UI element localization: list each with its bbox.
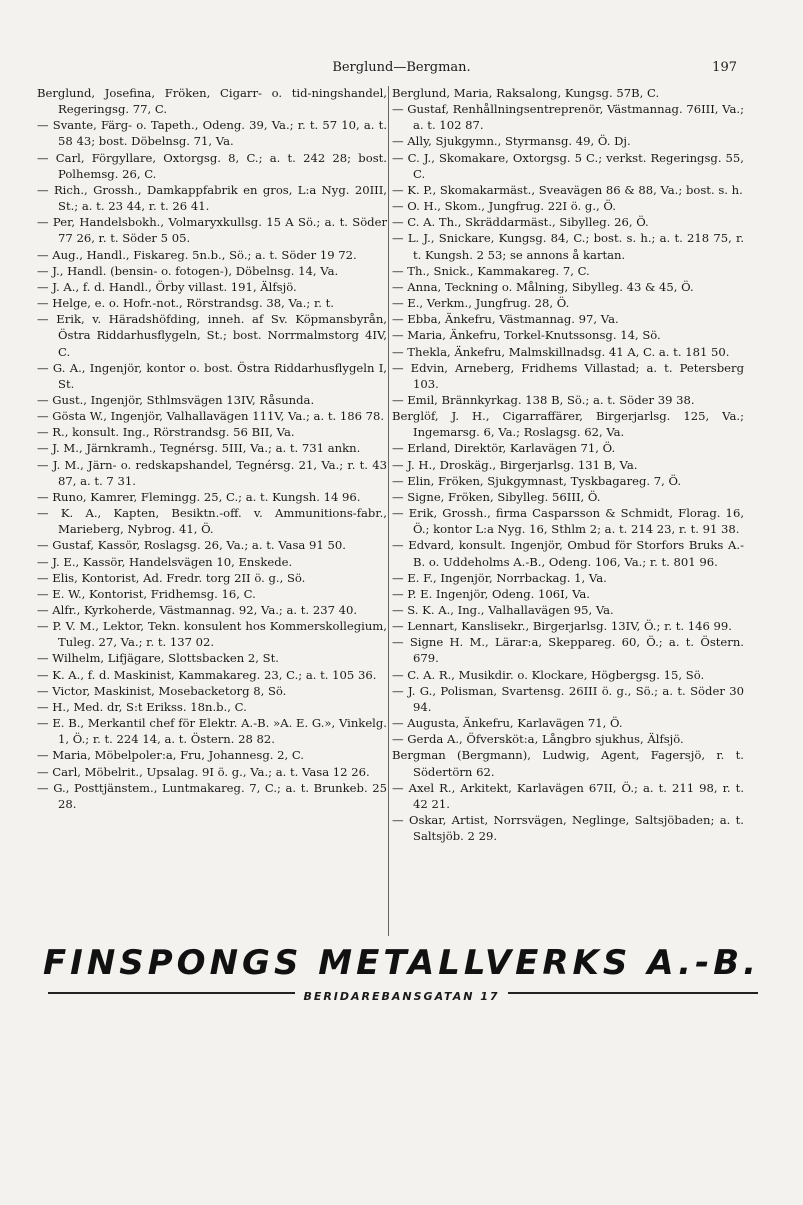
directory-entry: — Gerda A., Öfversköt:a, Långbro sjukhus, Älfsjö. bbox=[392, 732, 684, 747]
directory-entry: — J., Handl. (bensin- o. fotogen-), Döbelnsg. 14, Va. bbox=[37, 263, 339, 278]
directory-entry: — H., Med. dr, S:t Erikss. 18n.b., C. bbox=[37, 699, 247, 714]
directory-entry: — K. P., Skomakarmäst., Sveavägen 86 & 88, Va.; bost. s. h. bbox=[392, 182, 743, 197]
directory-entry: — G., Posttjänstem., Luntmakareg. 7, C.; a. t. Brunkeb. 25 28. bbox=[37, 780, 387, 811]
directory-entry: — G. A., Ingenjör, kontor o. bost. Östra Riddarhusflygeln I, St. bbox=[37, 360, 387, 391]
directory-entry: — Anna, Teckning o. Målning, Sibylleg. 43 & 45, Ö. bbox=[392, 279, 694, 294]
directory-entry: — R., konsult. Ing., Rörstrandsg. 56 BII, Va. bbox=[37, 425, 295, 440]
directory-entry: — K. A., f. d. Maskinist, Kammakareg. 23, C.; a. t. 105 36. bbox=[37, 667, 377, 682]
directory-entry: — Signe H. M., Lärar:a, Skeppareg. 60, Ö.; a. t. Östern. 679. bbox=[392, 635, 744, 666]
directory-entry: — C. A. Th., Skräddarmäst., Sibylleg. 26, Ö. bbox=[392, 215, 649, 230]
directory-entry: — E. F., Ingenjör, Norrbackag. 1, Va. bbox=[392, 570, 607, 585]
directory-entry: — Gustaf, Kassör, Roslagsg. 26, Va.; a. t. Vasa 91 50. bbox=[37, 538, 346, 553]
directory-entry: — J. H., Droskäg., Birgerjarlsg. 131 B, Va. bbox=[392, 457, 638, 472]
directory-entry: — Erland, Direktör, Karlavägen 71, Ö. bbox=[392, 441, 616, 456]
directory-entry: Bergman (Bergmann), Ludwig, Agent, Fagersjö, r. t. Södertörn 62. bbox=[392, 748, 744, 779]
directory-entry: — Emil, Brännkyrkag. 138 B, Sö.; a. t. Söder 39 38. bbox=[392, 392, 695, 407]
directory-entry: — P. E. Ingenjör, Odeng. 106I, Va. bbox=[392, 586, 590, 601]
right-column bbox=[392, 85, 744, 844]
directory-entry: — Ally, Sjukgymn., Styrmansg. 49, Ö. Dj. bbox=[392, 134, 631, 149]
directory-entry: — Ebba, Änkefru, Västmannag. 97, Va. bbox=[392, 312, 619, 327]
directory-entry: — Edvin, Arneberg, Fridhems Villastad; a. t. Petersberg 103. bbox=[392, 360, 744, 391]
directory-entry: — J. M., Järnkramh., Tegnérsg. 5III, Va.; a. t. 731 ankn. bbox=[37, 441, 361, 456]
directory-entry: — Carl, Möbelrit., Upsalag. 9I ö. g., Va.; a. t. Vasa 12 26. bbox=[37, 764, 370, 779]
column-divider bbox=[388, 86, 389, 936]
directory-entry: — Carl, Förgyllare, Oxtorgsg. 8, C.; a. t. 242 28; bost. Polhemsg. 26, C. bbox=[37, 150, 387, 181]
directory-entry: — J. G., Polisman, Svartensg. 26III ö. g., Sö.; a. t. Söder 30 94. bbox=[392, 683, 744, 714]
running-title: Berglund—Bergman. bbox=[332, 60, 471, 75]
page-header bbox=[0, 60, 803, 82]
directory-entry: — Maria, Änkefru, Torkel-Knutssonsg. 14, Sö. bbox=[392, 328, 661, 343]
directory-entry: — Axel R., Arkitekt, Karlavägen 67II, Ö.; a. t. 211 98, r. t. 42 21. bbox=[392, 780, 744, 811]
directory-entry: — P. V. M., Lektor, Tekn. konsulent hos Kommerskollegium, Tuleg. 27, Va.; r. t. 137 02. bbox=[37, 619, 387, 650]
directory-entry: — Aug., Handl., Fiskareg. 5n.b., Sö.; a. t. Söder 19 72. bbox=[37, 247, 357, 262]
directory-entry: — J. E., Kassör, Handelsvägen 10, Enskede. bbox=[37, 554, 293, 569]
directory-entry: — K. A., Kapten, Besiktn.-off. v. Ammunitions-fabr., Marieberg, Nybrog. 41, Ö. bbox=[37, 506, 387, 537]
directory-entry: — Augusta, Änkefru, Karlavägen 71, Ö. bbox=[392, 716, 623, 731]
directory-entry: — Per, Handelsbokh., Volmaryxkullsg. 15 A Sö.; a. t. Söder 77 26, r. t. Söder 5 05. bbox=[37, 215, 387, 246]
directory-entry: — Helge, e. o. Hofr.-not., Rörstrandsg. 38, Va.; r. t. bbox=[37, 296, 334, 311]
directory-entry: — Runo, Kamrer, Flemingg. 25, C.; a. t. Kungsh. 14 96. bbox=[37, 489, 361, 504]
directory-entry: — S. K. A., Ing., Valhallavägen 95, Va. bbox=[392, 603, 614, 617]
directory-entry: — Elis, Kontorist, Ad. Fredr. torg 2II ö. g., Sö. bbox=[37, 570, 306, 585]
directory-entry: — Thekla, Änkefru, Malmskillnadsg. 41 A, C. a. t. 181 50. bbox=[392, 344, 730, 359]
directory-entry: — Oskar, Artist, Norrsvägen, Neglinge, Saltsjöbaden; a. t. Saltsjöb. 2 29. bbox=[392, 813, 744, 844]
directory-entry: — Victor, Maskinist, Mosebacketorg 8, Sö. bbox=[37, 683, 287, 698]
directory-entry: Berglund, Josefina, Fröken, Cigarr- o. tid-ningshandel, Regeringsg. 77, C. bbox=[37, 86, 387, 117]
ad-address-row bbox=[0, 985, 803, 1003]
left-column bbox=[37, 85, 387, 812]
directory-entry: — Elin, Fröken, Sjukgymnast, Tyskbagareg. 7, Ö. bbox=[392, 473, 682, 488]
directory-entry: — Svante, Färg- o. Tapeth., Odeng. 39, Va.; r. t. 57 10, a. t. 58 43; bost. Döbelnsg. 71, Va. bbox=[37, 118, 387, 149]
directory-entry: — Lennart, Kanslisekr., Birgerjarlsg. 13IV, Ö.; r. t. 146 99. bbox=[392, 619, 732, 634]
directory-entry: — Alfr., Kyrkoherde, Västmannag. 92, Va.; a. t. 237 40. bbox=[37, 603, 358, 617]
directory-entry: — C. J., Skomakare, Oxtorgsg. 5 C.; verkst. Regeringsg. 55, C. bbox=[392, 150, 744, 181]
directory-entry: — J. A., f. d. Handl., Örby villast. 191, Älfsjö. bbox=[37, 279, 297, 294]
directory-entry: — Gust., Ingenjör, Sthlmsvägen 13IV, Råsunda. bbox=[37, 392, 315, 407]
directory-entry: Berglöf, J. H., Cigarraffärer, Birgerjarlsg. 125, Va.; Ingemarsg. 6, Va.; Roslagsg. 62, Va. bbox=[392, 409, 744, 440]
directory-entry: — J. M., Järn- o. redskapshandel, Tegnérsg. 21, Va.; r. t. 43 87, a. t. 7 31. bbox=[37, 457, 387, 488]
directory-entry: — E. B., Merkantil chef för Elektr. A.-B. »A. E. G.», Vinkelg. 1, Ö.; r. t. 224 14, a. t. Östern. 28 82. bbox=[37, 716, 387, 747]
directory-entry: — Th., Snick., Kammakareg. 7, C. bbox=[392, 263, 590, 278]
ad-company-name: FINSPONGS METALLVERKS A.-B. bbox=[42, 943, 761, 983]
ad-address: BERIDAREBANSGATAN 17 bbox=[295, 990, 507, 1004]
directory-entry: — C. A. R., Musikdir. o. Klockare, Högbergsg. 15, Sö. bbox=[392, 667, 705, 682]
directory-entry: — E. W., Kontorist, Fridhemsg. 16, C. bbox=[37, 586, 256, 601]
advertisement bbox=[0, 943, 803, 1003]
directory-entry: — Maria, Möbelpoler:a, Fru, Johannesg. 2, C. bbox=[37, 748, 304, 763]
page-number: 197 bbox=[712, 60, 737, 75]
directory-entry: — Edvard, konsult. Ingenjör, Ombud för Storfors Bruks A.-B. o. Uddeholms A.-B., Odeng. 106, Va.; r. t. 801 96. bbox=[392, 538, 744, 569]
directory-entry: — Gösta W., Ingenjör, Valhallavägen 111V, Va.; a. t. 186 78. bbox=[37, 409, 385, 424]
directory-entry: — Gustaf, Renhållningsentreprenör, Västmannag. 76III, Va.; a. t. 102 87. bbox=[392, 102, 744, 133]
directory-entry: Berglund, Maria, Raksalong, Kungsg. 57B, C. bbox=[392, 86, 660, 100]
directory-entry: — L. J., Snickare, Kungsg. 84, C.; bost. s. h.; a. t. 218 75, r. t. Kungsh. 2 53; se annons å kartan. bbox=[392, 231, 744, 262]
directory-entry: — Erik, v. Häradshöfding, inneh. af Sv. Köpmansbyrån, Östra Riddarhusflygeln, St.; bost. Norrmalmstorg 4IV, C. bbox=[37, 312, 387, 359]
directory-entry: — Erik, Grossh., firma Casparsson & Schmidt, Florag. 16, Ö.; kontor L:a Nyg. 16, Sthlm 2; a. t. 214 23, r. t. 91 38. bbox=[392, 506, 744, 537]
directory-entry: — Rich., Grossh., Damkappfabrik en gros, L:a Nyg. 20III, St.; a. t. 23 44, r. t. 26 41. bbox=[37, 182, 387, 214]
directory-entry: — Signe, Fröken, Sibylleg. 56III, Ö. bbox=[392, 489, 601, 504]
directory-entry: — Wilhelm, Lifjägare, Slottsbacken 2, St. bbox=[37, 651, 279, 666]
directory-entry: — O. H., Skom., Jungfrug. 22I ö. g., Ö. bbox=[392, 199, 616, 214]
directory-entry: — E., Verkm., Jungfrug. 28, Ö. bbox=[392, 296, 570, 311]
